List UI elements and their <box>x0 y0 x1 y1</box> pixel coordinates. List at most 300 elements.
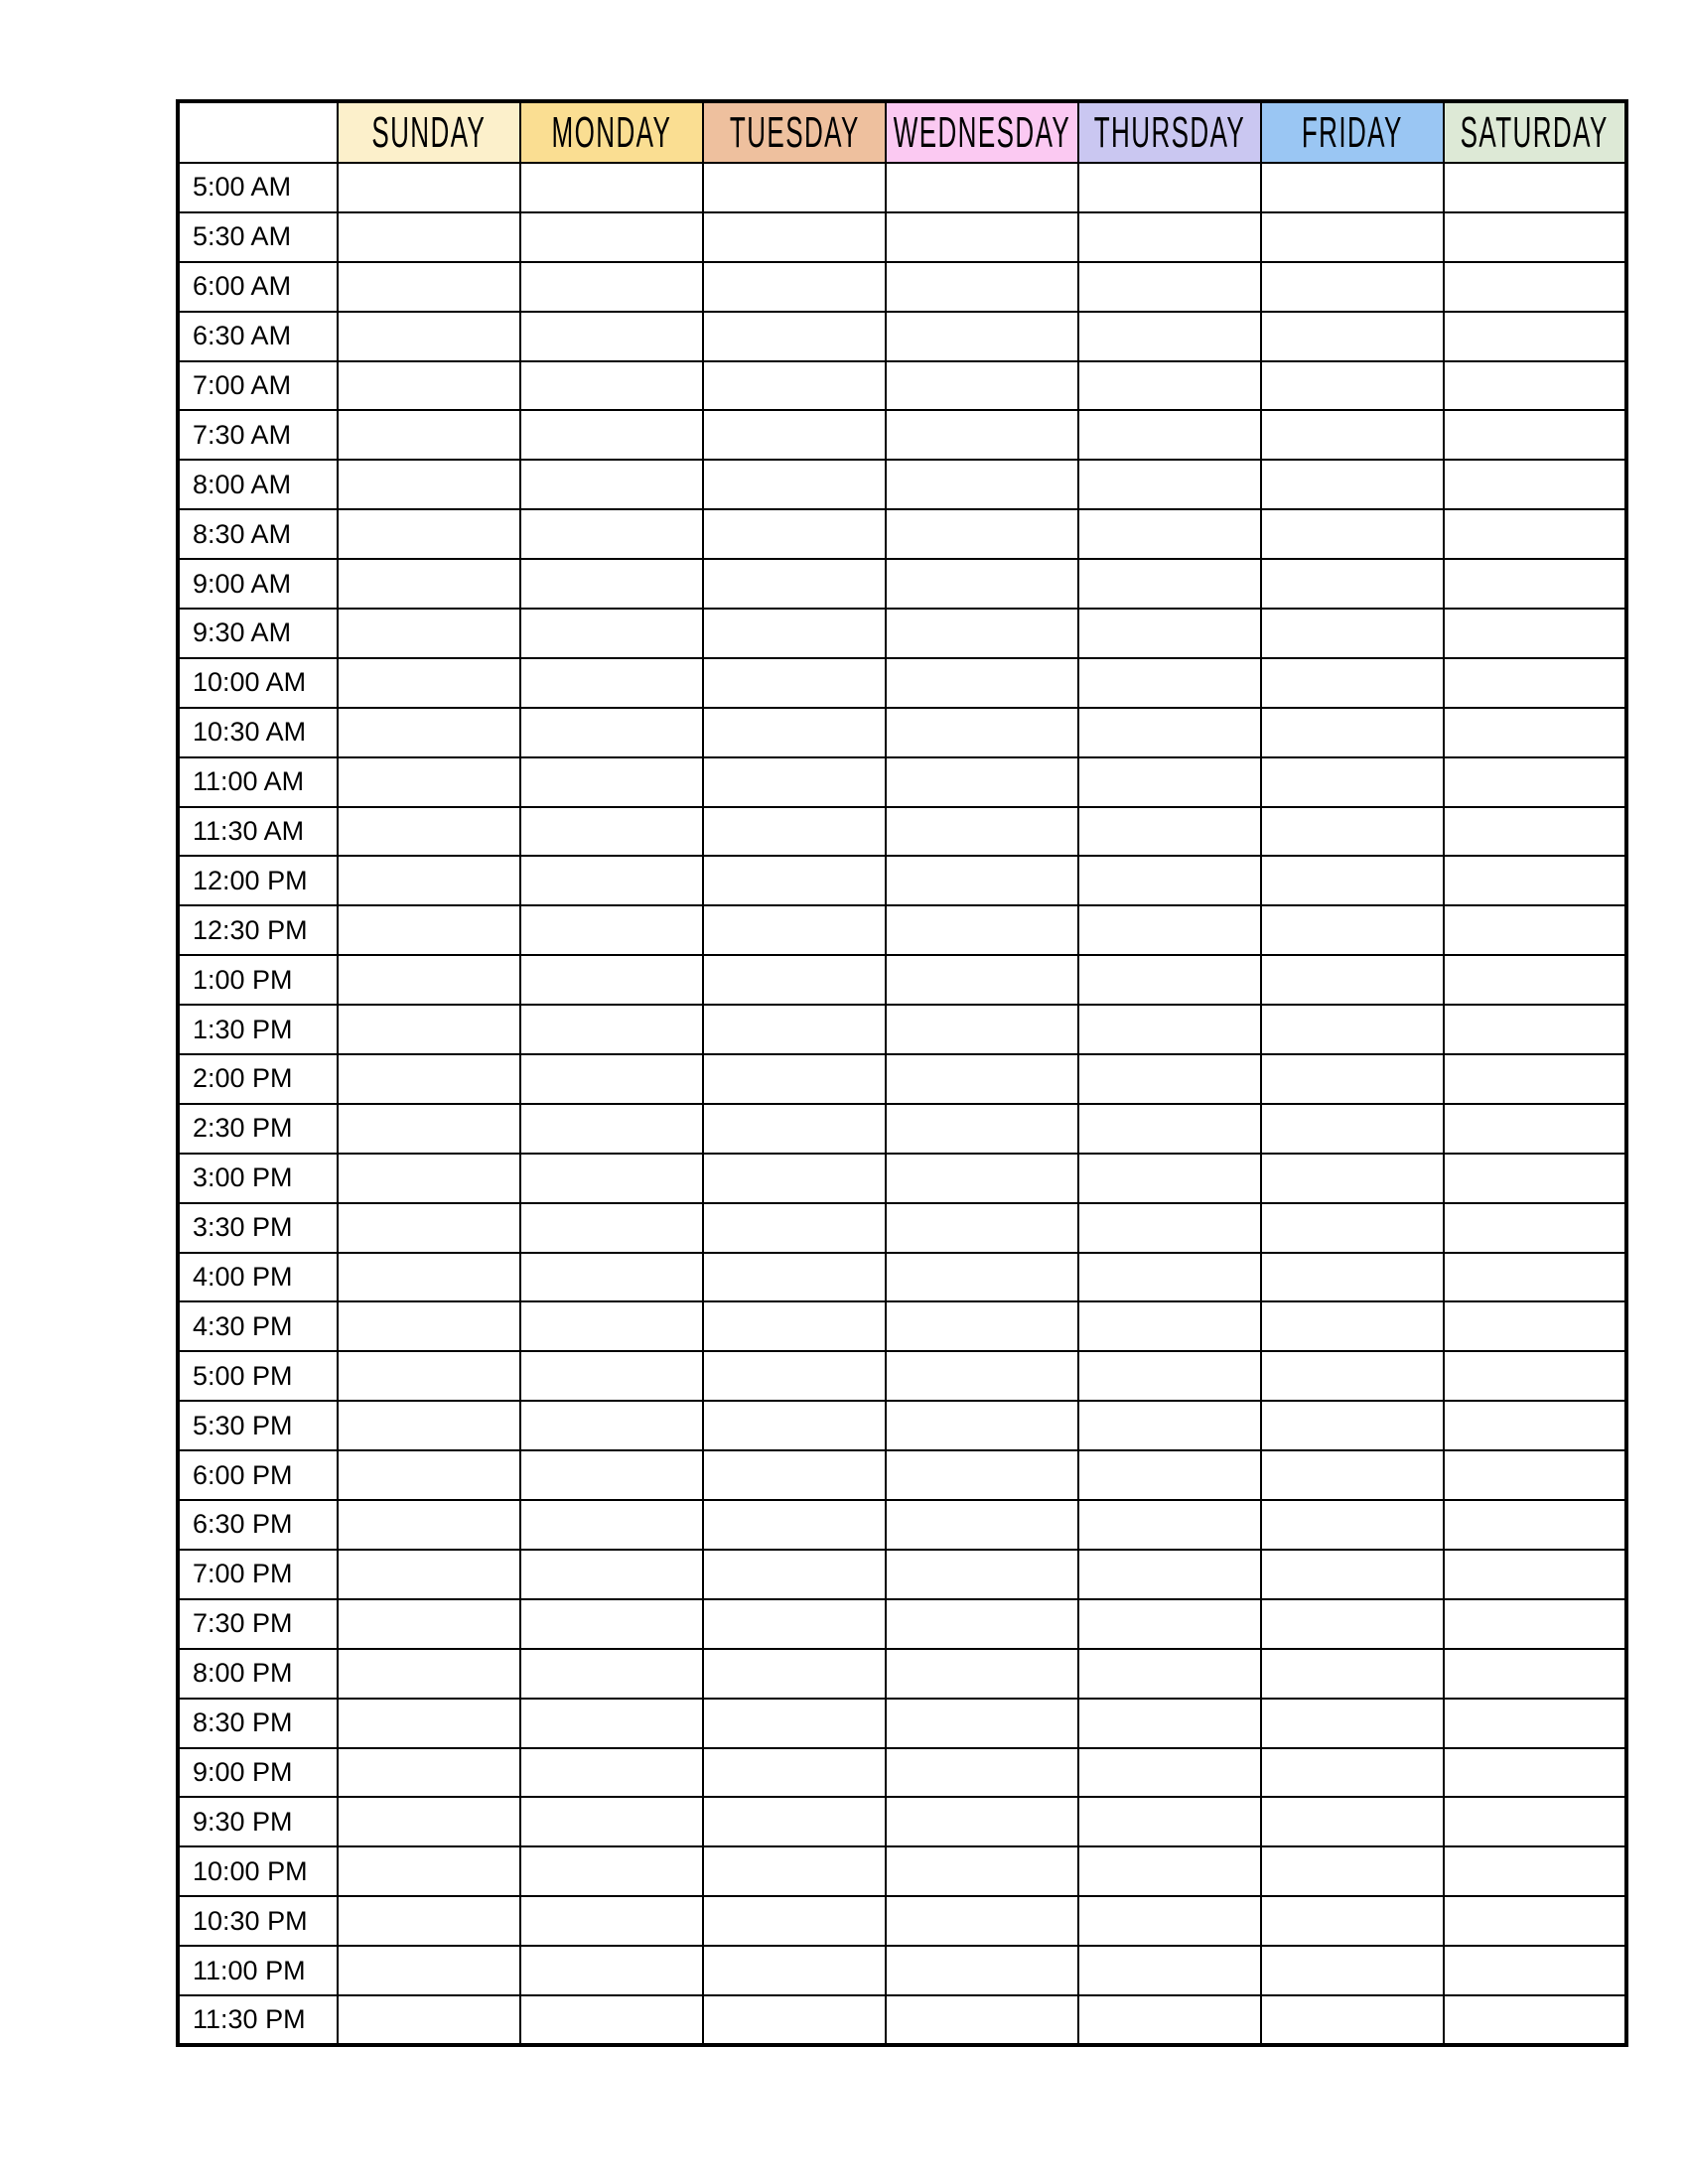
schedule-cell[interactable] <box>520 1995 703 2045</box>
schedule-cell[interactable] <box>520 1104 703 1154</box>
schedule-cell[interactable] <box>886 1550 1078 1599</box>
schedule-cell[interactable] <box>1444 1995 1626 2045</box>
schedule-cell[interactable] <box>1078 509 1261 559</box>
schedule-cell[interactable] <box>703 1649 886 1699</box>
schedule-cell[interactable] <box>520 1599 703 1649</box>
time-label: 8:30 PM <box>178 1699 338 1748</box>
schedule-cell[interactable] <box>703 1351 886 1401</box>
schedule-cell[interactable] <box>703 1154 886 1203</box>
schedule-cell[interactable] <box>338 410 520 460</box>
schedule-cell[interactable] <box>338 658 520 708</box>
schedule-cell[interactable] <box>520 312 703 361</box>
time-label: 12:30 PM <box>178 905 338 955</box>
schedule-cell[interactable] <box>1444 658 1626 708</box>
schedule-cell[interactable] <box>886 361 1078 411</box>
schedule-cell[interactable] <box>703 905 886 955</box>
schedule-cell[interactable] <box>520 856 703 905</box>
schedule-cell[interactable] <box>1444 410 1626 460</box>
schedule-cell[interactable] <box>1444 1896 1626 1946</box>
schedule-cell[interactable] <box>1078 1649 1261 1699</box>
schedule-cell[interactable] <box>1078 1005 1261 1054</box>
schedule-cell[interactable] <box>1444 1005 1626 1054</box>
schedule-cell[interactable] <box>1444 361 1626 411</box>
schedule-cell[interactable] <box>1261 1946 1444 1995</box>
schedule-cell[interactable] <box>1444 1797 1626 1846</box>
schedule-cell[interactable] <box>1444 1500 1626 1550</box>
schedule-cell[interactable] <box>1444 807 1626 857</box>
schedule-cell[interactable] <box>520 1253 703 1302</box>
schedule-cell[interactable] <box>1444 1054 1626 1104</box>
schedule-cell[interactable] <box>520 559 703 609</box>
schedule-cell[interactable] <box>1261 361 1444 411</box>
schedule-cell[interactable] <box>338 1649 520 1699</box>
schedule-cell[interactable] <box>1078 1500 1261 1550</box>
day-header-monday <box>520 101 703 163</box>
schedule-cell[interactable] <box>886 1649 1078 1699</box>
schedule-cell[interactable] <box>1261 955 1444 1005</box>
schedule-cell[interactable] <box>520 807 703 857</box>
time-row <box>178 262 1626 312</box>
schedule-cell[interactable] <box>703 262 886 312</box>
schedule-cell[interactable] <box>1261 262 1444 312</box>
corner-cell <box>178 101 338 163</box>
schedule-cell[interactable] <box>1261 1005 1444 1054</box>
schedule-cell[interactable] <box>520 1946 703 1995</box>
schedule-cell[interactable] <box>1444 1599 1626 1649</box>
schedule-cell[interactable] <box>703 1401 886 1450</box>
schedule-cell[interactable] <box>1261 1203 1444 1253</box>
schedule-cell[interactable] <box>703 1203 886 1253</box>
schedule-cell[interactable] <box>886 460 1078 509</box>
schedule-cell[interactable] <box>338 361 520 411</box>
schedule-cell[interactable] <box>1078 708 1261 757</box>
schedule-cell[interactable] <box>338 955 520 1005</box>
schedule-cell[interactable] <box>1444 1401 1626 1450</box>
schedule-cell[interactable] <box>520 955 703 1005</box>
schedule-cell[interactable] <box>703 757 886 807</box>
schedule-cell[interactable] <box>1261 1748 1444 1798</box>
schedule-cell[interactable] <box>886 1450 1078 1500</box>
schedule-cell[interactable] <box>1261 1846 1444 1896</box>
schedule-cell[interactable] <box>1444 1550 1626 1599</box>
schedule-cell[interactable] <box>1078 856 1261 905</box>
schedule-cell[interactable] <box>1261 1699 1444 1748</box>
schedule-cell[interactable] <box>520 1005 703 1054</box>
schedule-cell[interactable] <box>1078 807 1261 857</box>
schedule-cell[interactable] <box>1444 163 1626 212</box>
schedule-cell[interactable] <box>1078 1896 1261 1946</box>
schedule-cell[interactable] <box>338 1005 520 1054</box>
time-row <box>178 1846 1626 1896</box>
schedule-cell[interactable] <box>520 658 703 708</box>
schedule-cell[interactable] <box>338 1699 520 1748</box>
schedule-cell[interactable] <box>338 212 520 262</box>
schedule-cell[interactable] <box>520 1699 703 1748</box>
schedule-cell[interactable] <box>1261 807 1444 857</box>
schedule-cell[interactable] <box>520 1154 703 1203</box>
schedule-cell[interactable] <box>886 1104 1078 1154</box>
time-row <box>178 1896 1626 1946</box>
time-row <box>178 312 1626 361</box>
time-row <box>178 1797 1626 1846</box>
schedule-cell[interactable] <box>1444 559 1626 609</box>
schedule-cell[interactable] <box>520 1896 703 1946</box>
schedule-cell[interactable] <box>886 1351 1078 1401</box>
schedule-cell[interactable] <box>520 708 703 757</box>
schedule-cell[interactable] <box>338 1500 520 1550</box>
schedule-cell[interactable] <box>1261 1550 1444 1599</box>
schedule-cell[interactable] <box>886 757 1078 807</box>
schedule-cell[interactable] <box>1261 658 1444 708</box>
schedule-cell[interactable] <box>1261 1995 1444 2045</box>
schedule-cell[interactable] <box>703 856 886 905</box>
schedule-cell[interactable] <box>1078 1401 1261 1450</box>
schedule-cell[interactable] <box>520 410 703 460</box>
schedule-cell[interactable] <box>886 1699 1078 1748</box>
schedule-cell[interactable] <box>1261 757 1444 807</box>
schedule-cell[interactable] <box>1261 1401 1444 1450</box>
schedule-cell[interactable] <box>703 1846 886 1896</box>
schedule-cell[interactable] <box>703 1500 886 1550</box>
schedule-cell[interactable] <box>1261 559 1444 609</box>
schedule-cell[interactable] <box>338 1154 520 1203</box>
schedule-cell[interactable] <box>703 807 886 857</box>
schedule-cell[interactable] <box>338 1301 520 1351</box>
schedule-cell[interactable] <box>1078 1748 1261 1798</box>
schedule-cell[interactable] <box>886 1054 1078 1104</box>
time-label: 9:30 PM <box>178 1797 338 1846</box>
schedule-cell[interactable] <box>703 658 886 708</box>
schedule-cell[interactable] <box>1444 708 1626 757</box>
schedule-cell[interactable] <box>886 1005 1078 1054</box>
schedule-cell[interactable] <box>1444 212 1626 262</box>
schedule-cell[interactable] <box>703 1005 886 1054</box>
schedule-cell[interactable] <box>886 658 1078 708</box>
schedule-cell[interactable] <box>338 708 520 757</box>
schedule-cell[interactable] <box>703 1599 886 1649</box>
schedule-cell[interactable] <box>1078 559 1261 609</box>
schedule-cell[interactable] <box>703 559 886 609</box>
schedule-cell[interactable] <box>1261 410 1444 460</box>
schedule-cell[interactable] <box>703 509 886 559</box>
time-row <box>178 361 1626 411</box>
schedule-cell[interactable] <box>703 1995 886 2045</box>
schedule-cell[interactable] <box>338 509 520 559</box>
time-row <box>178 757 1626 807</box>
schedule-cell[interactable] <box>1261 1896 1444 1946</box>
schedule-cell[interactable] <box>1444 1301 1626 1351</box>
schedule-cell[interactable] <box>338 1946 520 1995</box>
schedule-cell[interactable] <box>886 559 1078 609</box>
weekly-schedule-table <box>176 99 1628 2047</box>
schedule-cell[interactable] <box>338 1401 520 1450</box>
schedule-cell[interactable] <box>1078 163 1261 212</box>
schedule-cell[interactable] <box>703 460 886 509</box>
schedule-cell[interactable] <box>338 460 520 509</box>
schedule-cell[interactable] <box>338 905 520 955</box>
schedule-cell[interactable] <box>1444 905 1626 955</box>
schedule-cell[interactable] <box>886 1748 1078 1798</box>
time-row <box>178 658 1626 708</box>
time-label: 4:00 PM <box>178 1253 338 1302</box>
schedule-cell[interactable] <box>1261 1599 1444 1649</box>
schedule-cell[interactable] <box>886 1401 1078 1450</box>
schedule-cell[interactable] <box>1078 1699 1261 1748</box>
time-row <box>178 856 1626 905</box>
schedule-cell[interactable] <box>703 955 886 1005</box>
schedule-cell[interactable] <box>1261 1649 1444 1699</box>
schedule-cell[interactable] <box>1078 1154 1261 1203</box>
schedule-cell[interactable] <box>1444 1154 1626 1203</box>
schedule-cell[interactable] <box>1444 1450 1626 1500</box>
schedule-cell[interactable] <box>1261 1797 1444 1846</box>
schedule-cell[interactable] <box>1444 1748 1626 1798</box>
schedule-cell[interactable] <box>520 1500 703 1550</box>
schedule-cell[interactable] <box>703 361 886 411</box>
schedule-cell[interactable] <box>520 905 703 955</box>
schedule-cell[interactable] <box>886 1203 1078 1253</box>
schedule-cell[interactable] <box>1261 905 1444 955</box>
time-row <box>178 609 1626 658</box>
schedule-cell[interactable] <box>1261 460 1444 509</box>
schedule-cell[interactable] <box>1078 1450 1261 1500</box>
schedule-cell[interactable] <box>703 212 886 262</box>
schedule-cell[interactable] <box>886 163 1078 212</box>
schedule-cell[interactable] <box>338 1450 520 1500</box>
schedule-cell[interactable] <box>886 1301 1078 1351</box>
time-row <box>178 1054 1626 1104</box>
schedule-cell[interactable] <box>520 460 703 509</box>
schedule-cell[interactable] <box>1261 212 1444 262</box>
schedule-cell[interactable] <box>1444 1203 1626 1253</box>
time-label: 1:00 PM <box>178 955 338 1005</box>
schedule-cell[interactable] <box>886 509 1078 559</box>
schedule-cell[interactable] <box>703 1797 886 1846</box>
schedule-cell[interactable] <box>703 1946 886 1995</box>
schedule-cell[interactable] <box>338 559 520 609</box>
schedule-cell[interactable] <box>520 163 703 212</box>
time-label: 11:30 AM <box>178 807 338 857</box>
schedule-cell[interactable] <box>703 1253 886 1302</box>
schedule-cell[interactable] <box>1078 212 1261 262</box>
schedule-cell[interactable] <box>886 955 1078 1005</box>
schedule-cell[interactable] <box>1078 757 1261 807</box>
schedule-cell[interactable] <box>520 609 703 658</box>
schedule-cell[interactable] <box>886 1797 1078 1846</box>
schedule-cell[interactable] <box>886 1599 1078 1649</box>
schedule-cell[interactable] <box>1078 1797 1261 1846</box>
schedule-cell[interactable] <box>1078 955 1261 1005</box>
time-label: 7:30 PM <box>178 1599 338 1649</box>
schedule-cell[interactable] <box>1444 1351 1626 1401</box>
time-label: 7:00 AM <box>178 361 338 411</box>
schedule-cell[interactable] <box>1444 1699 1626 1748</box>
time-row <box>178 559 1626 609</box>
schedule-cell[interactable] <box>338 1748 520 1798</box>
schedule-cell[interactable] <box>520 1203 703 1253</box>
schedule-cell[interactable] <box>886 856 1078 905</box>
schedule-cell[interactable] <box>338 807 520 857</box>
schedule-cell[interactable] <box>1261 708 1444 757</box>
schedule-cell[interactable] <box>1261 1351 1444 1401</box>
schedule-cell[interactable] <box>338 262 520 312</box>
schedule-cell[interactable] <box>703 1104 886 1154</box>
schedule-cell[interactable] <box>703 1054 886 1104</box>
schedule-cell[interactable] <box>1444 856 1626 905</box>
schedule-cell[interactable] <box>1078 905 1261 955</box>
schedule-cell[interactable] <box>703 1550 886 1599</box>
schedule-cell[interactable] <box>886 262 1078 312</box>
schedule-cell[interactable] <box>886 410 1078 460</box>
schedule-cell[interactable] <box>1444 1649 1626 1699</box>
schedule-cell[interactable] <box>886 609 1078 658</box>
schedule-cell[interactable] <box>338 1896 520 1946</box>
schedule-cell[interactable] <box>520 1401 703 1450</box>
schedule-cell[interactable] <box>1444 1846 1626 1896</box>
schedule-cell[interactable] <box>520 1450 703 1500</box>
time-row <box>178 1748 1626 1798</box>
schedule-cell[interactable] <box>1078 1104 1261 1154</box>
schedule-cell[interactable] <box>886 1995 1078 2045</box>
schedule-cell[interactable] <box>703 1699 886 1748</box>
schedule-cell[interactable] <box>1444 1104 1626 1154</box>
time-label: 8:00 AM <box>178 460 338 509</box>
schedule-cell[interactable] <box>1444 460 1626 509</box>
schedule-cell[interactable] <box>1261 856 1444 905</box>
schedule-cell[interactable] <box>1444 1946 1626 1995</box>
schedule-cell[interactable] <box>886 212 1078 262</box>
schedule-cell[interactable] <box>520 1550 703 1599</box>
schedule-cell[interactable] <box>520 262 703 312</box>
schedule-cell[interactable] <box>886 1154 1078 1203</box>
schedule-cell[interactable] <box>1261 1154 1444 1203</box>
schedule-cell[interactable] <box>338 1797 520 1846</box>
time-row <box>178 1699 1626 1748</box>
schedule-cell[interactable] <box>338 312 520 361</box>
schedule-cell[interactable] <box>1261 609 1444 658</box>
schedule-cell[interactable] <box>703 1450 886 1500</box>
time-row <box>178 1203 1626 1253</box>
schedule-cell[interactable] <box>1444 955 1626 1005</box>
schedule-cell[interactable] <box>338 1054 520 1104</box>
schedule-cell[interactable] <box>338 1351 520 1401</box>
schedule-cell[interactable] <box>1078 1054 1261 1104</box>
schedule-cell[interactable] <box>703 1896 886 1946</box>
schedule-cell[interactable] <box>520 1649 703 1699</box>
schedule-cell[interactable] <box>520 1797 703 1846</box>
schedule-cell[interactable] <box>1261 1301 1444 1351</box>
schedule-cell[interactable] <box>338 1995 520 2045</box>
schedule-cell[interactable] <box>520 361 703 411</box>
schedule-cell[interactable] <box>1444 757 1626 807</box>
schedule-cell[interactable] <box>520 757 703 807</box>
schedule-cell[interactable] <box>1444 509 1626 559</box>
schedule-cell[interactable] <box>1078 1599 1261 1649</box>
schedule-cell[interactable] <box>1444 262 1626 312</box>
schedule-cell[interactable] <box>338 1203 520 1253</box>
schedule-cell[interactable] <box>1078 1550 1261 1599</box>
schedule-cell[interactable] <box>703 708 886 757</box>
schedule-cell[interactable] <box>1261 1253 1444 1302</box>
schedule-cell[interactable] <box>886 1253 1078 1302</box>
schedule-cell[interactable] <box>1444 609 1626 658</box>
schedule-cell[interactable] <box>338 1846 520 1896</box>
schedule-cell[interactable] <box>886 1500 1078 1550</box>
schedule-cell[interactable] <box>520 1846 703 1896</box>
schedule-cell[interactable] <box>1078 1203 1261 1253</box>
schedule-cell[interactable] <box>520 1351 703 1401</box>
schedule-cell[interactable] <box>338 856 520 905</box>
schedule-cell[interactable] <box>520 1748 703 1798</box>
schedule-cell[interactable] <box>338 1599 520 1649</box>
schedule-cell[interactable] <box>1078 312 1261 361</box>
schedule-cell[interactable] <box>886 708 1078 757</box>
schedule-cell[interactable] <box>703 163 886 212</box>
schedule-cell[interactable] <box>886 807 1078 857</box>
schedule-cell[interactable] <box>1078 361 1261 411</box>
schedule-cell[interactable] <box>1078 1301 1261 1351</box>
time-row <box>178 1649 1626 1699</box>
schedule-cell[interactable] <box>338 163 520 212</box>
schedule-cell[interactable] <box>886 312 1078 361</box>
schedule-cell[interactable] <box>1261 1450 1444 1500</box>
schedule-cell[interactable] <box>520 509 703 559</box>
schedule-cell[interactable] <box>1261 509 1444 559</box>
schedule-cell[interactable] <box>520 212 703 262</box>
time-label: 11:00 AM <box>178 757 338 807</box>
schedule-cell[interactable] <box>886 1846 1078 1896</box>
schedule-cell[interactable] <box>1078 609 1261 658</box>
schedule-cell[interactable] <box>1078 410 1261 460</box>
schedule-cell[interactable] <box>1444 1253 1626 1302</box>
schedule-cell[interactable] <box>703 1748 886 1798</box>
schedule-cell[interactable] <box>1078 262 1261 312</box>
schedule-cell[interactable] <box>520 1054 703 1104</box>
schedule-cell[interactable] <box>338 609 520 658</box>
schedule-cell[interactable] <box>1078 1253 1261 1302</box>
schedule-cell[interactable] <box>338 1253 520 1302</box>
schedule-cell[interactable] <box>703 312 886 361</box>
schedule-cell[interactable] <box>1444 312 1626 361</box>
schedule-cell[interactable] <box>1078 1846 1261 1896</box>
schedule-cell[interactable] <box>703 410 886 460</box>
schedule-cell[interactable] <box>1078 1995 1261 2045</box>
schedule-cell[interactable] <box>703 609 886 658</box>
schedule-cell[interactable] <box>886 1896 1078 1946</box>
schedule-cell[interactable] <box>886 905 1078 955</box>
time-row <box>178 1946 1626 1995</box>
time-label: 5:00 PM <box>178 1351 338 1401</box>
schedule-cell[interactable] <box>338 1550 520 1599</box>
schedule-cell[interactable] <box>1261 1054 1444 1104</box>
time-row <box>178 955 1626 1005</box>
schedule-cell[interactable] <box>703 1301 886 1351</box>
schedule-cell[interactable] <box>1078 460 1261 509</box>
schedule-cell[interactable] <box>1078 658 1261 708</box>
schedule-cell[interactable] <box>886 1946 1078 1995</box>
schedule-cell[interactable] <box>338 757 520 807</box>
schedule-cell[interactable] <box>1078 1946 1261 1995</box>
schedule-cell[interactable] <box>1078 1351 1261 1401</box>
schedule-cell[interactable] <box>1261 163 1444 212</box>
time-label: 8:00 PM <box>178 1649 338 1699</box>
schedule-cell[interactable] <box>338 1104 520 1154</box>
schedule-cell[interactable] <box>1261 1104 1444 1154</box>
schedule-cell[interactable] <box>1261 312 1444 361</box>
schedule-cell[interactable] <box>520 1301 703 1351</box>
time-label: 6:30 AM <box>178 312 338 361</box>
schedule-cell[interactable] <box>1261 1500 1444 1550</box>
